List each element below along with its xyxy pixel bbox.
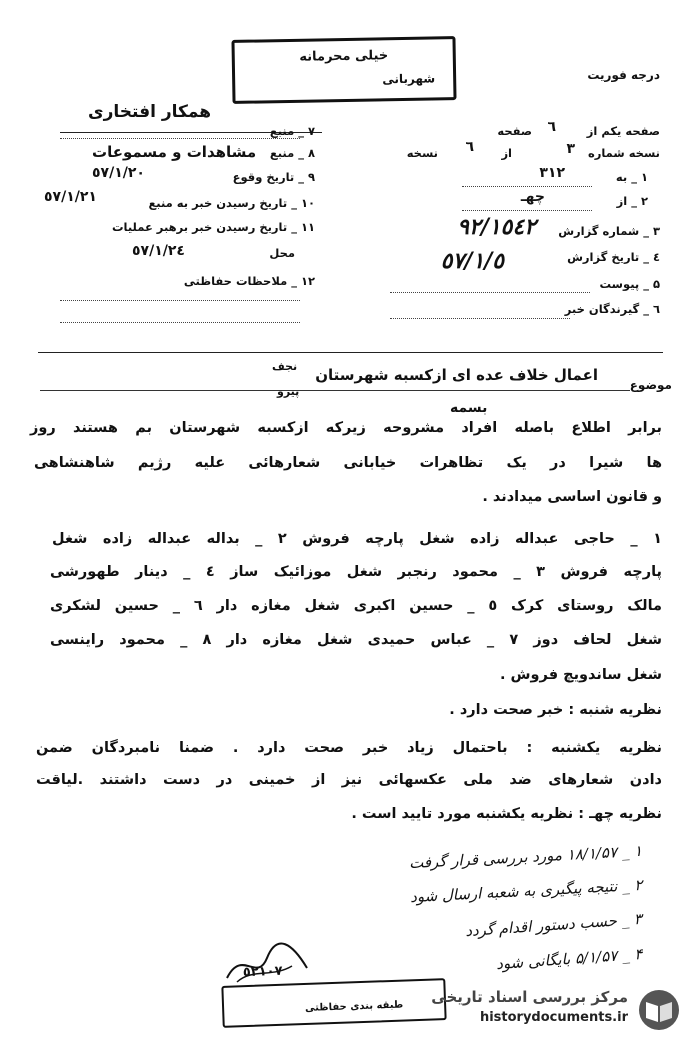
body-line-10: نظریه یکشنبه : باحتمال زیاد خبر صحت دارد . ضمنا نامبردگان ضمن — [36, 740, 662, 756]
handwritten-note-4: ۴ _ ۵/۱/۵۷ بایگانی شود — [495, 944, 643, 974]
subject-note-up: نجف — [272, 360, 298, 373]
security-notes-line-1 — [60, 300, 300, 301]
field-from-label: ۲ _ از — [616, 194, 648, 208]
copy-label: نسخه شماره — [587, 146, 660, 160]
stamp-line-1: خیلی محرمانه — [299, 48, 389, 65]
observed-value: مشاهدات و مسموعات — [92, 143, 257, 161]
field-from-value: چهـ — [520, 189, 545, 205]
header-divider — [38, 352, 663, 353]
subject-text: اعمال خلاف عده ای ازکسبه شهرستان — [315, 366, 598, 384]
copy-suffix: نسخه — [406, 146, 438, 160]
observed-field-label: ۸ _ منبع — [269, 146, 315, 160]
signature-scribble — [222, 938, 312, 988]
body-line-3: و قانون اساسی میدادند . — [482, 489, 662, 505]
source-line — [60, 138, 300, 139]
copy-total: ٦ — [465, 139, 474, 155]
field-to-value: ٣١٢ — [539, 165, 565, 181]
security-notes-label: ۱۲ _ ملاحظات حفاظتی — [183, 274, 315, 288]
source-receipt-date-value: ٥٧/١/٢١ — [44, 189, 97, 205]
watermark — [406, 988, 686, 1032]
report-number-value: ٩٢/١٥٤٢ — [457, 214, 536, 240]
recipients-label: ٦ _ گیرندگان خبر — [564, 302, 660, 316]
priority-label: درجه فوریت — [587, 68, 660, 82]
occurrence-date-label: ۹ _ تاریخ وقوع — [232, 170, 315, 184]
attachment-line — [390, 292, 590, 293]
field-from-line — [462, 210, 592, 211]
book-logo-icon — [636, 988, 682, 1032]
body-line-9: نظریه شنبه : خبر صحت دارد . — [449, 702, 662, 718]
watermark-url: historydocuments.ir — [479, 1010, 628, 1025]
subject-label: موضوع — [629, 378, 672, 392]
body-line-1: برابر اطلاع باصله افراد مشروحه زیرکه ازکسبه شهرستان بم هستند روز — [30, 420, 662, 436]
occurrence-date-value: ٥٧/١/٢٠ — [92, 165, 145, 181]
subject-note-down: پیرو — [277, 385, 300, 398]
body-line-6: مالک روستای کرک ٥ _ حسین اکبری شغل مغازه دار ٦ _ حسین لشکری — [50, 598, 662, 614]
watermark-org: مرکز بررسی اسناد تاریخی — [431, 988, 628, 1006]
attachment-label: ۵ _ پیوست — [599, 277, 660, 291]
copy-of: از — [501, 146, 512, 160]
operations-receipt-date-label: ۱۱ _ تاریخ رسیدن خبر برهبر عملیات — [111, 220, 315, 234]
report-date-label: ٤ _ تاریخ گزارش — [567, 250, 660, 264]
classification-stamp — [231, 36, 456, 104]
report-number-label: ۳ _ شماره گزارش — [558, 224, 660, 238]
stamp-line-2: شهربانی — [382, 71, 436, 87]
handwritten-note-3: ۳ _ حسب دستور اقدام گردد — [464, 909, 643, 941]
page-label: صفحه یکم از — [586, 124, 660, 138]
copy-number: ٣ — [566, 141, 575, 157]
body-line-2: ها شیرا در یک تظاهرات خیابانی شعارهائی علیه رژیم شاهنشاهی — [34, 455, 662, 471]
handwritten-note-2: ۲ _ نتیجه پیگیری به شعبه ارسال شود — [409, 875, 643, 907]
page-suffix: صفحه — [497, 124, 532, 138]
field-to-label: ۱ _ به — [615, 170, 648, 184]
report-date-value: ٥٧/١/٥ — [440, 248, 504, 274]
body-line-5: پارچه فروش ۳ _ محمود رنجبر شغل موزائیک ساز ٤ _ دینار طهورشی — [50, 564, 662, 580]
handwritten-note-1: ۱ _ ۱۸/۱/۵۷ مورد بررسی قرار گرفت — [408, 841, 643, 873]
body-line-4: ۱ _ حاجی عبداله زاده شغل پارچه فروش ۲ _ بداله عبداله زاده شغل — [52, 531, 662, 547]
body-line-7: شغل لحاف دوز ۷ _ عباس حمیدی شغل مغازه دار ۸ _ محمود راینسی — [50, 632, 663, 648]
body-line-12: نظریه چهـ : نظریه یکشنبه مورد تایید است . — [351, 806, 662, 822]
bottom-stamp-number: ٥٢١٠٧ — [242, 963, 283, 981]
operations-receipt-date-value: ٥٧/١/٢٤ — [132, 243, 185, 259]
security-notes-line-2 — [60, 322, 300, 323]
bottom-stamp-text: طبقه بندی حفاظتی — [304, 999, 404, 1015]
source-receipt-date-label: ۱۰ _ تاریخ رسیدن خبر به منبع — [148, 196, 315, 210]
body-line-11: دادن شعارهای ضد ملی عکسهائی نیز از خمینی در دست داشتند .لیاقت — [36, 772, 662, 788]
body-line-8: شغل ساندویچ فروش . — [499, 667, 662, 683]
field-to-line — [462, 186, 592, 187]
place-label: محل — [269, 246, 295, 260]
recipients-line — [390, 318, 570, 319]
bismillah: بسمه — [450, 400, 488, 416]
source-label: ۷ _ منبع — [269, 124, 315, 138]
honorary-collaborator-title: همکار افتخاری — [88, 102, 212, 122]
subject-underline — [40, 390, 630, 391]
page-number: ٦ — [547, 119, 556, 135]
